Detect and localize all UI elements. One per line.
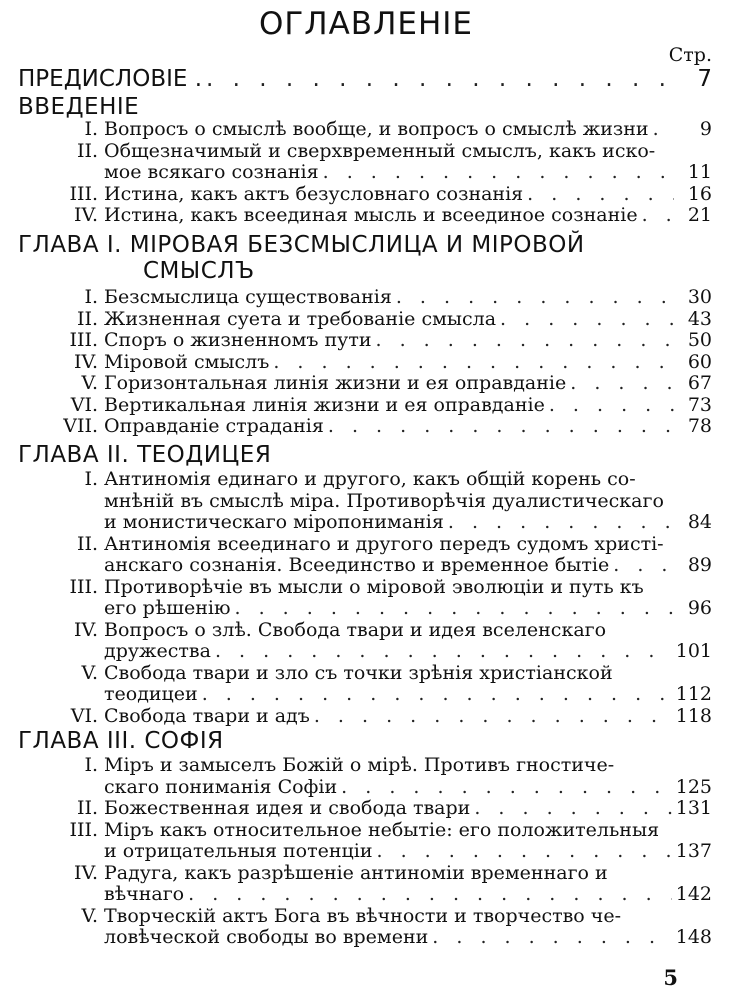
toc-item-text: Безсмыслица существованія bbox=[104, 286, 392, 308]
toc-item-text: Вертикальная линія жизни и ея оправданіе bbox=[104, 393, 545, 416]
leader-dots bbox=[188, 883, 672, 905]
toc-item-text: теодицеи bbox=[104, 683, 198, 705]
toc-item-number: II. bbox=[76, 307, 98, 330]
page-number: 5 bbox=[663, 965, 678, 990]
toc-item-number: IV. bbox=[74, 204, 98, 226]
toc-item-page: 67 bbox=[687, 372, 712, 394]
leader-dots bbox=[474, 797, 671, 819]
toc-item-page: 50 bbox=[687, 329, 712, 351]
toc-entry bbox=[104, 394, 712, 416]
toc-entry bbox=[104, 329, 712, 351]
toc-item-text: Противорѣчіе въ мысли о міровой эволюціи и путь къ bbox=[104, 575, 644, 598]
page-column-label: Стр. bbox=[668, 44, 712, 66]
toc-item-text: Свобода твари и зло съ точки зрѣнія христіанской bbox=[104, 661, 613, 684]
leader-dots bbox=[549, 394, 674, 416]
toc-entry bbox=[104, 286, 712, 308]
toc-item-text: Міръ и замыселъ Божій о мірѣ. Противъ гностиче- bbox=[104, 754, 615, 776]
toc-item-text: вѣчнаго bbox=[104, 883, 185, 905]
toc-entry bbox=[104, 554, 712, 576]
toc-item-text: Міровой смыслъ bbox=[104, 350, 270, 373]
toc-item-page: 11 bbox=[687, 161, 712, 183]
leader-dots bbox=[377, 840, 672, 862]
toc-entry bbox=[104, 926, 712, 948]
toc-entry bbox=[104, 705, 712, 727]
toc-item-number: I. bbox=[84, 286, 98, 308]
toc-entry bbox=[104, 597, 712, 619]
toc-item-number: II. bbox=[76, 797, 98, 819]
toc-item-number: IV. bbox=[74, 618, 98, 641]
toc-item-number: VI. bbox=[70, 393, 98, 416]
leader-dots bbox=[570, 372, 674, 394]
toc-item-number: V. bbox=[81, 904, 98, 927]
toc-item-number: V. bbox=[81, 661, 98, 684]
toc-entry bbox=[104, 372, 712, 394]
toc-item-page: 89 bbox=[687, 554, 712, 576]
toc-item-number: VI. bbox=[70, 704, 98, 727]
toc-item-text: его рѣшенію bbox=[104, 597, 231, 619]
toc-entry bbox=[104, 415, 712, 437]
toc-item-text: анскаго сознанія. Всеединство и временное бытіе bbox=[104, 554, 610, 576]
toc-entry bbox=[104, 511, 712, 533]
toc-item-text: мое всякаго сознанія bbox=[104, 161, 319, 183]
toc-item-text: Творческій актъ Бога въ вѣчности и творчество че- bbox=[104, 904, 622, 927]
toc-item-number: III. bbox=[69, 818, 98, 841]
leader-dots bbox=[328, 415, 674, 437]
toc-item-text: Свобода твари и адъ bbox=[104, 704, 310, 727]
toc-item-page: 78 bbox=[687, 415, 712, 437]
toc-item-number: I. bbox=[84, 754, 98, 776]
toc-item-number: III. bbox=[69, 575, 98, 598]
leader-dots bbox=[653, 118, 674, 140]
toc-entry bbox=[104, 797, 712, 819]
toc-item-page: 43 bbox=[687, 307, 712, 330]
toc-entry bbox=[104, 883, 712, 905]
toc-item-text: Божественная идея и свобода твари bbox=[104, 797, 471, 819]
toc-item-page: 96 bbox=[687, 597, 712, 619]
toc-entry bbox=[104, 776, 712, 798]
leader-dots bbox=[215, 640, 672, 662]
toc-item-number: IV. bbox=[74, 861, 98, 884]
toc-entry-preface bbox=[18, 68, 712, 90]
leader-dots bbox=[273, 351, 674, 373]
leader-dots bbox=[500, 308, 674, 330]
toc-item-text: Антиномія единаго и другого, какъ общій корень со- bbox=[104, 468, 636, 490]
toc-item-number: II. bbox=[76, 532, 98, 555]
toc-item-page: 118 bbox=[675, 704, 712, 727]
leader-dots bbox=[613, 554, 674, 576]
toc-entry bbox=[104, 118, 712, 140]
toc-item-text: Вопросъ о смыслѣ вообще, и вопросъ о смыслѣ жизни bbox=[104, 118, 649, 140]
leader-dots bbox=[206, 68, 674, 90]
toc-item-page: 131 bbox=[675, 797, 712, 819]
toc-item-text: скаго пониманія Софіи bbox=[104, 775, 338, 798]
toc-item-number: II. bbox=[76, 139, 98, 162]
toc-item-text: Радуга, какъ разрѣшеніе антиноміи временнаго и bbox=[104, 861, 608, 884]
toc-item-number: I. bbox=[84, 468, 98, 490]
toc-entry bbox=[104, 308, 712, 330]
toc-item-text: и отрицательныя потенціи bbox=[104, 840, 373, 862]
toc-item-page: 112 bbox=[675, 683, 712, 705]
toc-item-page: 137 bbox=[675, 840, 712, 862]
chapter1-heading-line1: ГЛАВА I. МІРОВАЯ БЕЗСМЫСЛИЦА И МІРОВОЙ bbox=[18, 232, 585, 258]
toc-entry bbox=[104, 204, 712, 226]
leader-dots bbox=[341, 776, 672, 798]
toc-item-text: мнѣній въ смыслѣ міра. Противорѣчія дуалистическаго bbox=[104, 489, 664, 512]
toc-item-page: 148 bbox=[675, 926, 712, 948]
toc-item-page: 30 bbox=[687, 286, 712, 308]
toc-item-number: III. bbox=[69, 329, 98, 351]
toc-item-number: IV. bbox=[74, 350, 98, 373]
leader-dots bbox=[396, 286, 674, 308]
leader-dots bbox=[527, 183, 674, 205]
leader-dots bbox=[448, 511, 674, 533]
toc-item-text: Споръ о жизненномъ пути bbox=[104, 329, 372, 351]
toc-item-text: Оправданіе страданія bbox=[104, 415, 324, 437]
chapter1-heading-line2: СМЫСЛЪ bbox=[143, 258, 255, 284]
toc-item-text: Истина, какъ актъ безусловнаго сознанія bbox=[104, 182, 524, 205]
toc-item-number: V. bbox=[81, 372, 98, 394]
toc-item-page: 101 bbox=[675, 640, 712, 662]
toc-entry bbox=[104, 351, 712, 373]
toc-item-page: 142 bbox=[675, 883, 712, 905]
preface-page: 7 bbox=[697, 66, 712, 92]
toc-entry bbox=[104, 640, 712, 662]
toc-item-number: I. bbox=[84, 118, 98, 140]
toc-item-page: 60 bbox=[687, 350, 712, 373]
leader-dots bbox=[432, 926, 671, 948]
toc-item-page: 125 bbox=[675, 775, 712, 798]
leader-dots bbox=[323, 161, 674, 183]
toc-item-page: 16 bbox=[687, 182, 712, 205]
toc-item-text: Истина, какъ всеединая мысль и всеединое сознаніе bbox=[104, 204, 638, 226]
preface-label: ПРЕДИСЛОВІЕ . bbox=[18, 66, 203, 92]
toc-item-text: Антиномія всеединаго и другого передъ судомъ христі- bbox=[104, 532, 664, 555]
toc-item-page: 21 bbox=[687, 204, 712, 226]
toc-item-number: VII. bbox=[63, 415, 98, 437]
toc-item-text: ловѣческой свободы во времени bbox=[104, 926, 429, 948]
toc-item-text: Вопросъ о злѣ. Свобода твари и идея вселенскаго bbox=[104, 618, 607, 641]
toc-item-page: 73 bbox=[687, 393, 712, 416]
toc-item-number: III. bbox=[69, 182, 98, 205]
chapter3-heading: ГЛАВА III. СОФІЯ bbox=[18, 728, 224, 754]
leader-dots bbox=[376, 329, 674, 351]
toc-item-page: 84 bbox=[687, 511, 712, 533]
toc-item-text: Общезначимый и сверхвременный смыслъ, какъ иско- bbox=[104, 139, 656, 162]
leader-dots bbox=[202, 683, 672, 705]
toc-entry bbox=[104, 161, 712, 183]
leader-dots bbox=[642, 204, 674, 226]
toc-item-text: Жизненная суета и требованіе смысла bbox=[104, 307, 497, 330]
toc-item-text: и монистическаго міропониманія bbox=[104, 511, 444, 533]
toc-item-text: дружества bbox=[104, 640, 211, 662]
toc-item-page: 9 bbox=[699, 118, 712, 140]
leader-dots bbox=[314, 705, 672, 727]
leader-dots bbox=[235, 597, 675, 619]
toc-entry bbox=[104, 183, 712, 205]
toc-item-text: Міръ какъ относительное небытіе: его положительныя bbox=[104, 818, 660, 841]
toc-entry bbox=[104, 840, 712, 862]
toc-item-text: Горизонтальная линія жизни и ея оправданіе bbox=[104, 372, 567, 394]
intro-heading: ВВЕДЕНІЕ bbox=[18, 94, 140, 120]
page-title: ОГЛАВЛЕНІЕ bbox=[258, 6, 474, 42]
toc-entry bbox=[104, 683, 712, 705]
chapter2-heading: ГЛАВА II. ТЕОДИЦЕЯ bbox=[18, 442, 272, 468]
